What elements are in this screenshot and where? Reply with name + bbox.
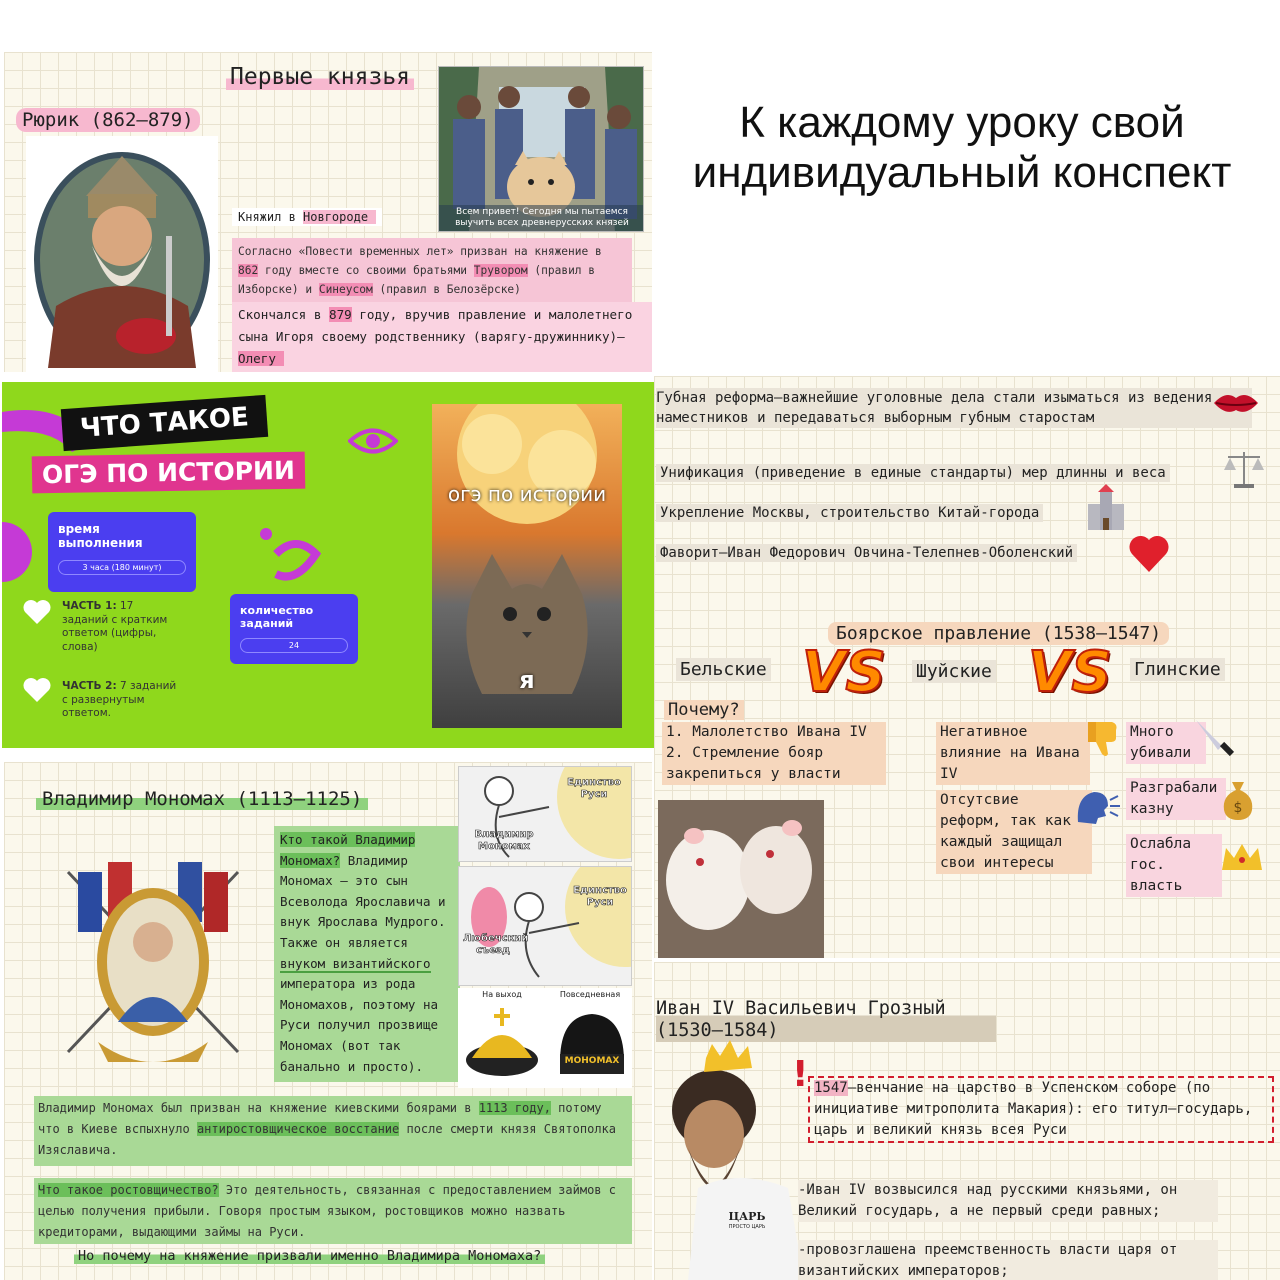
scales-icon [1222, 446, 1266, 490]
who-highlight: внуком византийского [280, 955, 431, 971]
heart-red-icon [1128, 534, 1170, 574]
rurik-p2-line2 [238, 261, 626, 280]
hat-left-label: На выход [482, 990, 522, 999]
reform-item-3 [656, 504, 1043, 522]
cat-meme [432, 404, 622, 728]
rurik-paragraph3 [232, 302, 652, 372]
monomakh-title: Владимир Мономах (1113–1125) [36, 788, 368, 810]
time-card [48, 512, 196, 592]
eye-icon [348, 426, 398, 456]
grozny-p3: -провозглашена преемственность власти царя от византийских императоров; [798, 1240, 1218, 1280]
count-card [230, 594, 358, 664]
rurik-p2-line3 [238, 280, 626, 299]
faction-2: Шуйские [912, 660, 996, 683]
meme2-label-b: Любечский съезд [463, 933, 529, 956]
monomakh-meme-2 [458, 866, 632, 986]
rurik-panel [4, 52, 652, 372]
vs-badge-2: VS [1028, 640, 1112, 705]
coronation-year: 1547 [814, 1080, 848, 1096]
count-value: 24 [240, 638, 348, 653]
heart-icon [22, 598, 52, 626]
reform-text-4: Фаворит–Иван Федорович Овчина-Телепнев-Оболенский [660, 545, 1074, 561]
beanie-icon [554, 1006, 630, 1082]
rurik-p3-line2: сына Игоря своему родственнику (варягу-дружиннику)– [238, 329, 625, 344]
oge-panel [2, 382, 654, 748]
meme1-label-a: Единство Руси [567, 777, 621, 800]
why-monomakh: Но почему на княжение призвали именно Владимира Мономаха? [74, 1248, 545, 1264]
headline [662, 98, 1262, 198]
part2-label: ЧАСТЬ 2: [62, 680, 117, 692]
meme1-label-b: Владимир Мономах [474, 829, 534, 852]
rurik-year-862: 862 [238, 264, 259, 277]
grozny-title: Иван IV Васильевич Грозный (1530–1584) [656, 998, 996, 1042]
squiggle-icon [256, 524, 326, 584]
rurik-heading: Первые князья [226, 64, 414, 90]
beanie-text: МОНОМАХ [564, 1056, 620, 1066]
mono-p1c: потому что в Киеве вспыхнуло [38, 1101, 602, 1136]
why-2: 2. Стремление бояр закрепиться у власти [666, 745, 841, 782]
exclamation-icon: ! [792, 1054, 809, 1095]
who-answer-2: императора из рода Мономахов, поэтому на Руси получил прозвище Мономах (вот так банально и просто). [280, 976, 439, 1074]
why-1: 1. Малолетство Ивана IV [666, 724, 867, 740]
monomakh-emblem [38, 832, 268, 1082]
rurik-truvor: Трувором [473, 264, 528, 277]
oge-title2: ОГЭ ПО ИСТОРИИ [41, 455, 296, 490]
who-box [274, 826, 460, 1082]
faction-3: Глинские [1130, 658, 1225, 681]
mono-uprising: антиростовщическое восстание [196, 1122, 400, 1136]
count-label: количество заданий [240, 604, 314, 630]
mono-p1e: после смерти князя Святополка Изяславича. [38, 1122, 616, 1157]
part1 [62, 600, 182, 654]
grozny-p2: -Иван IV возвысился над русскими князьями, он Великий государь, а не первый среди равных; [798, 1180, 1218, 1222]
why-box [662, 722, 886, 785]
res-2: Разграбали казну [1126, 778, 1226, 820]
reform-item-2 [656, 464, 1170, 482]
cat-meme-top: огэ по истории [447, 482, 607, 506]
time-value: 3 часа (180 минут) [58, 560, 186, 575]
grozny-portrait [658, 1038, 808, 1280]
monomakh-hats [458, 988, 632, 1088]
res-3: Ослабла гос. власть [1126, 834, 1222, 897]
time-label: время выполнения [58, 522, 143, 550]
rurik-p3-line1 [238, 304, 646, 326]
coronation-box [808, 1076, 1274, 1143]
monomakh-panel [4, 762, 652, 1280]
rurik-name: Рюрик (862–879) [16, 108, 200, 132]
meme2-label-a: Единство Руси [573, 885, 627, 908]
monomakh-cap-icon [462, 1002, 542, 1082]
shirt-subtext: ПРОСТО ЦАРЬ [728, 1224, 766, 1230]
monomakh-paragraph [34, 1096, 632, 1166]
mono-year: 1113 году, [478, 1101, 551, 1115]
rurik-line1-text: Княжил в [238, 210, 304, 224]
hat-right-label: Повседневная [559, 990, 621, 999]
svg-text:$: $ [1233, 800, 1243, 816]
grozny-panel [654, 962, 1280, 1280]
reform-text-3: Укрепление Москвы, строительство Китай-города [660, 505, 1040, 521]
cat-meme-bottom: я [519, 666, 535, 694]
reform-item-1 [656, 388, 1252, 428]
rurik-p2-text: году вместе со своими братьями [258, 264, 474, 277]
crown-icon [1220, 840, 1264, 876]
part2-text: 7 заданий с развернутым ответом. [62, 680, 177, 719]
usury-answer: Это деятельность, связанная с предоставлением займов с целью получения прибыли. Говоря простым языком, ростовщиков можно назвать кредиторами, выдающими займы на Руси. [38, 1183, 616, 1239]
rurik-sineus: Синеусом [318, 283, 373, 296]
rurik-year-879: 879 [329, 307, 352, 322]
faction-1: Бельские [676, 658, 771, 681]
usury-question: Что такое ростовщичество? [38, 1183, 219, 1197]
neg-1: Негативное влияние на Ивана IV [936, 722, 1090, 785]
rurik-p2-line1: Согласно «Повести временных лет» призван на княжение в [238, 245, 602, 258]
hamster-photo [658, 800, 824, 958]
rurik-p2-text2: (правил в [527, 264, 596, 277]
shirt-text: ЦАРЬ [728, 1210, 766, 1223]
rurik-p2-text4: (правил в Белозёрске) [372, 283, 521, 296]
heart-icon-2 [22, 676, 52, 704]
thumbs-down-icon [1086, 718, 1120, 758]
headline-line1: К каждому уроку свой [739, 98, 1185, 147]
part1-text: 17 заданий с кратким ответом (цифры, слова) [62, 600, 168, 653]
rurik-portrait [26, 136, 218, 372]
knife-icon [1192, 716, 1236, 760]
reform-item-4 [656, 544, 1077, 562]
rurik-oleg: Олегу [238, 351, 284, 366]
rurik-p3-text2: году, вручив правление и малолетнего [351, 307, 633, 322]
mono-p1a: Владимир Мономах был призван на княжение киевскими боярами в [38, 1101, 479, 1115]
who-answer-1: Владимир Мономах – это сын Всеволода Ярославича и внук Ярослава Мудрого. Также он является [280, 852, 446, 950]
rurik-p3-text: Скончался в [238, 307, 329, 322]
rurik-p2-text3: Изборске) и [238, 283, 319, 296]
rurik-meme-caption: Всем привет! Сегодня мы пытаемся выучить всех древнерусских князей [439, 205, 644, 231]
part1-label: ЧАСТЬ 1: [62, 600, 117, 612]
oge-title1: ЧТО ТАКОЕ [79, 402, 250, 444]
lips-icon [1212, 390, 1260, 416]
why-title: Почему? [664, 700, 744, 720]
neg-2: Отсутсвие реформ, так как каждый защищал свои интересы [936, 790, 1092, 874]
headline-line2: индивидуальный конспект [692, 148, 1232, 197]
rurik-meme [438, 66, 644, 232]
vs-badge-1: VS [802, 640, 886, 705]
reforms-panel [654, 376, 1280, 958]
reform-text-1: Губная реформа–важнейшие уголовные дела стали изыматься из ведения наместников и передаваться выборным губным старостам [656, 390, 1213, 426]
monomakh-meme-1 [458, 766, 632, 862]
money-bag-icon [1220, 780, 1256, 822]
reform-text-2: Унификация (приведение в единые стандарты) мер длинны и веса [660, 465, 1166, 481]
rurik-line1-city: Новгороде [303, 210, 376, 224]
usury-paragraph [34, 1178, 632, 1244]
res-1: Много убивали [1126, 722, 1206, 764]
rurik-line1 [232, 208, 382, 226]
castle-icon [1082, 484, 1130, 532]
rurik-p3-line3 [238, 348, 646, 370]
part2 [62, 680, 182, 721]
rurik-paragraph2 [232, 238, 632, 303]
oge-title2-block [32, 452, 305, 494]
boyar-title: Боярское правление (1538–1547) [828, 622, 1169, 645]
coronation-text: –венчание на царство в Успенском соборе (по инициативе митрополита Макария): его титул–государь, царь и великий князь всея Руси [814, 1080, 1253, 1138]
who-question: Кто такой Владимир Мономах? [280, 832, 416, 868]
speaking-head-icon [1074, 786, 1120, 826]
